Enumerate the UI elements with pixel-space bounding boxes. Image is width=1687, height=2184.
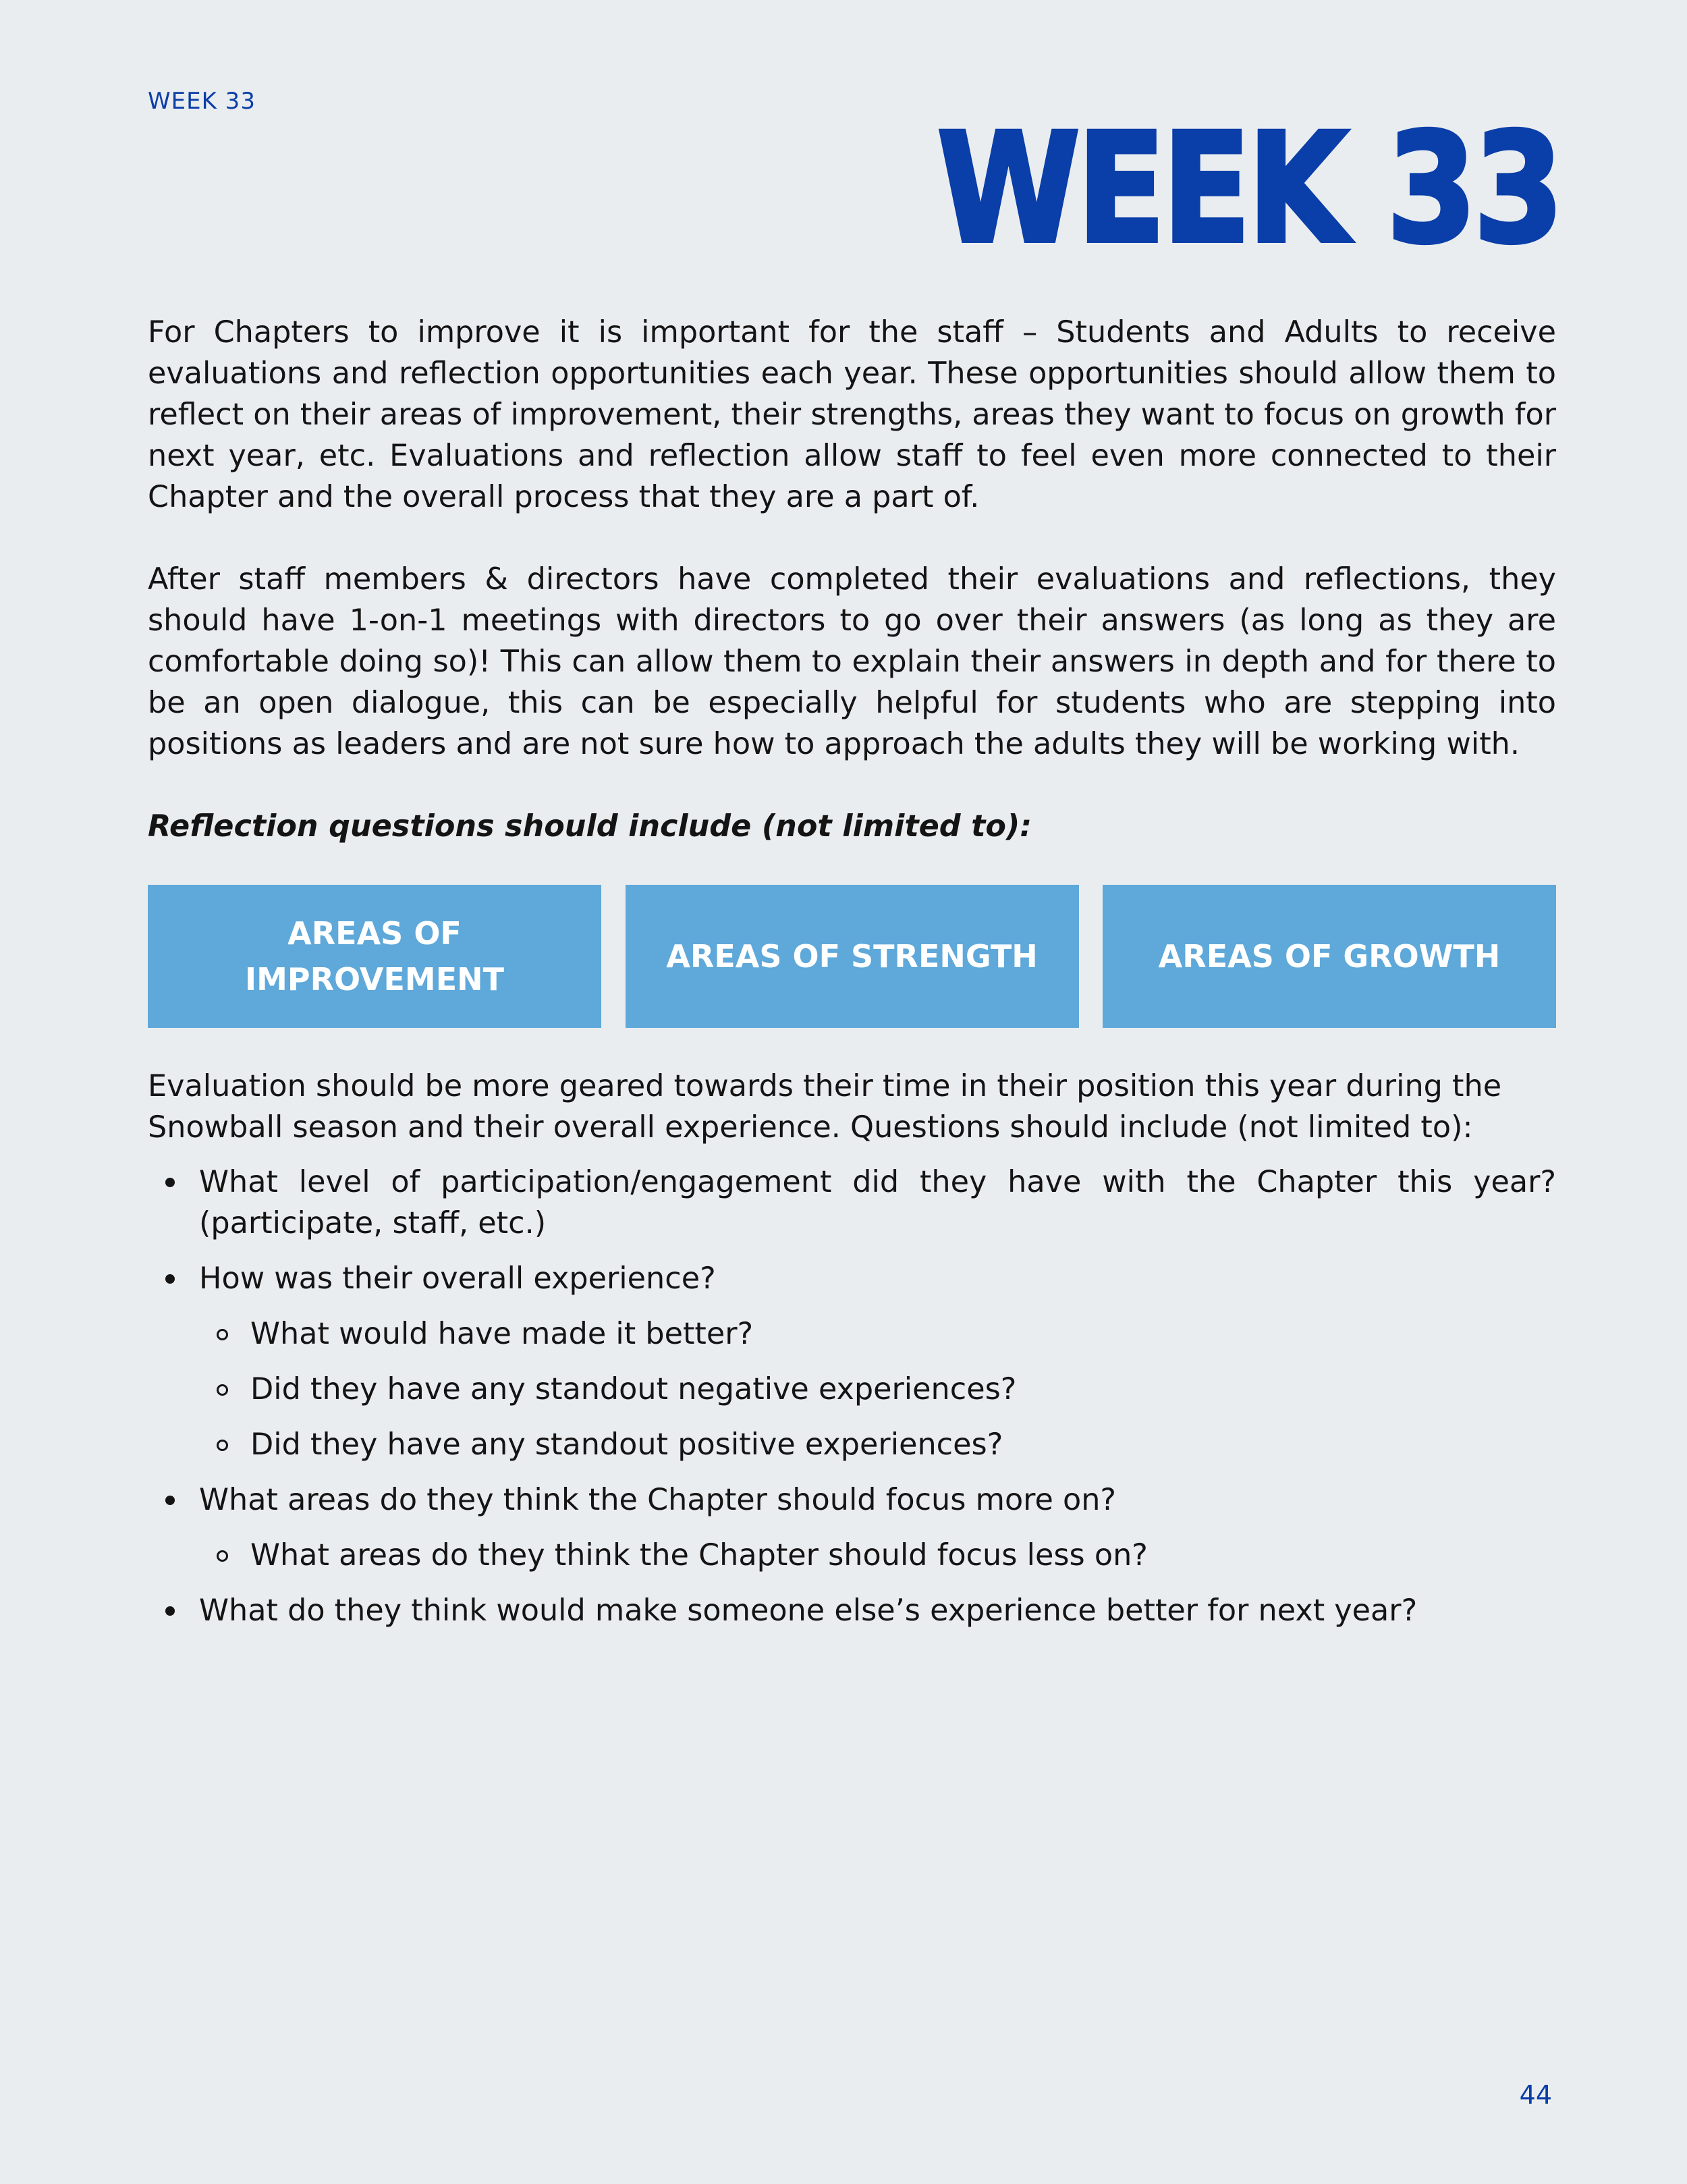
sub-question-list xyxy=(199,1313,1556,1465)
question-list xyxy=(148,1162,1556,1631)
box-label: AREAS OF IMPROVEMENT xyxy=(245,915,504,998)
running-header: WEEK 33 xyxy=(148,88,256,115)
box-label: AREAS OF GROWTH xyxy=(1158,938,1501,975)
page-number: 44 xyxy=(1519,2080,1552,2110)
question-text: What areas do they think the Chapter should focus more on? xyxy=(199,1483,1117,1517)
hollow-bullet-icon xyxy=(217,1384,228,1396)
box-areas-of-strength xyxy=(626,885,1079,1028)
intro-paragraph: For Chapters to improve it is important for the staff – Students and Adults to receive evaluations and reflection opportunities each year. These opportunities should allow them to reflect on their areas of improvement, their strengths, areas they want to focus on growth for next year, etc. Evaluations and reflection allow staff to feel even more connected to their Chapter and the overall process that they are a part of. xyxy=(148,315,1556,514)
bullet-icon xyxy=(165,1496,175,1505)
box-areas-of-improvement xyxy=(148,885,601,1028)
list-item xyxy=(148,1590,1556,1631)
hollow-bullet-icon xyxy=(217,1440,228,1451)
sub-list-item xyxy=(199,1424,1556,1465)
bullet-icon xyxy=(165,1606,175,1616)
meetings-paragraph: After staff members & directors have completed their evaluations and reflections, they should have 1-on-1 meetings with directors to go over their answers (as long as they are comfortable doing so)! This can allow them to explain their answers in depth and for there to be an open dialogue, this can be especially helpful for students who are stepping into positions as leaders and are not sure how to approach the adults they will be working with. xyxy=(148,562,1556,761)
list-item xyxy=(148,1258,1556,1465)
sub-question-list xyxy=(199,1535,1556,1576)
box-areas-of-growth xyxy=(1103,885,1556,1028)
question-text: How was their overall experience? xyxy=(199,1261,716,1296)
hollow-bullet-icon xyxy=(217,1550,228,1562)
sub-question-text: What would have made it better? xyxy=(250,1317,754,1351)
list-item xyxy=(148,1479,1556,1576)
bullet-icon xyxy=(165,1274,175,1284)
sub-list-item xyxy=(199,1369,1556,1410)
question-text: What do they think would make someone else’s experience better for next year? xyxy=(199,1593,1418,1628)
evaluation-intro: Evaluation should be more geared towards their time in their position this year during the Snowball season and their overall experience. Questions should include (not limited to): xyxy=(148,1069,1502,1145)
list-item xyxy=(148,1162,1556,1244)
bullet-icon xyxy=(165,1178,175,1187)
sub-question-text: What areas do they think the Chapter should focus less on? xyxy=(250,1538,1148,1573)
box-label: AREAS OF STRENGTH xyxy=(666,938,1038,975)
sub-question-text: Did they have any standout positive experiences? xyxy=(250,1427,1003,1462)
sub-list-item xyxy=(199,1313,1556,1355)
reflection-boxes xyxy=(148,885,1556,1028)
hollow-bullet-icon xyxy=(217,1329,228,1340)
sub-list-item xyxy=(199,1535,1556,1576)
sub-question-text: Did they have any standout negative experiences? xyxy=(250,1372,1017,1407)
reflection-lead: Reflection questions should include (not limited to): xyxy=(148,809,1032,844)
page-title: WEEK 33 xyxy=(937,101,1560,277)
main-content xyxy=(148,312,1556,1645)
question-text: What level of participation/engagement did they have with the Chapter this year? (participate, staff, etc.) xyxy=(199,1165,1556,1240)
